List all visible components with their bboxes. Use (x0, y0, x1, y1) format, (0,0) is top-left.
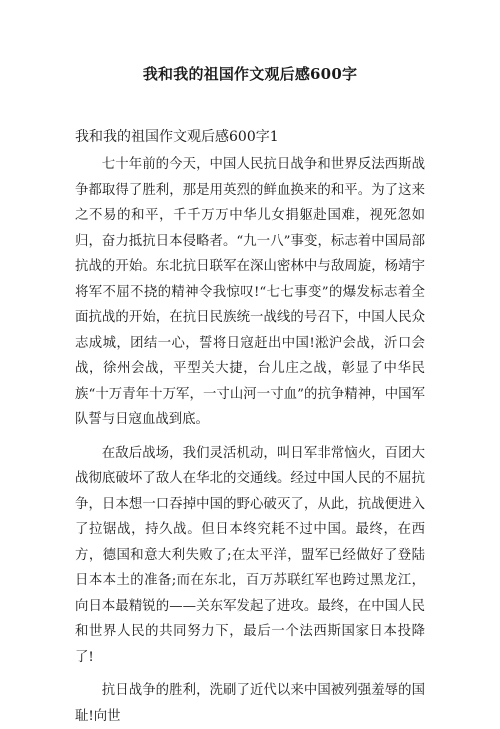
paragraph-3: 抗日战争的胜利，洗刷了近代以来中国被列强羞辱的国耻!向世 (75, 683, 425, 724)
paragraph-1: 七十年前的今天，中国人民抗日战争和世界反法西斯战争都取得了胜利，那是用英烈的鲜血换来的和平。为了这来之不易的和平，千千万万中华儿女捐躯赴国难，视死忽如归，奋力抵抗日本侵略者。“九一八”事变，标志着中国局部抗战的开始。东北抗日联军在深山密林中与敌周旋，杨靖宇将军不屈不挠的精神令我惊叹!“七七事变”的爆发标志着全面抗战的开始，在抗日民族统一战线的号召下，中国人民众志成城，团结一心，誓将日寇赶出中国!淞沪会战，沂口会战，徐州会战，平型关大捷，台儿庄之战，彰显了中华民族“十万青年十万军，一寸山河一寸血”的抗争精神，中国军队誓与日寇血战到底。 (75, 157, 425, 427)
paragraph-2: 在敌后战场，我们灵活机动，叫日军非常恼火，百团大战彻底破坏了敌人在华北的交通线。经过中国人民的不屈抗争，日本想一口吞掉中国的野心破灭了，从此，抗战便进入了拉锯战，持久战。但日本终究耗不过中国。最终，在西方，德国和意大利失败了;在太平洋，盟军已经做好了登陆日本本土的准备;而在东北，百万苏联红军也跨过黑龙江，向日本最精锐的——关东军发起了进攻。最终，在中国人民和世界人民的共同努力下，最后一个法西斯国家日本投降了! (75, 445, 425, 665)
document-body (75, 152, 425, 729)
document-title: 我和我的祖国作文观后感600字 (142, 65, 358, 83)
section-heading: 我和我的祖国作文观后感600字1 (75, 129, 279, 145)
